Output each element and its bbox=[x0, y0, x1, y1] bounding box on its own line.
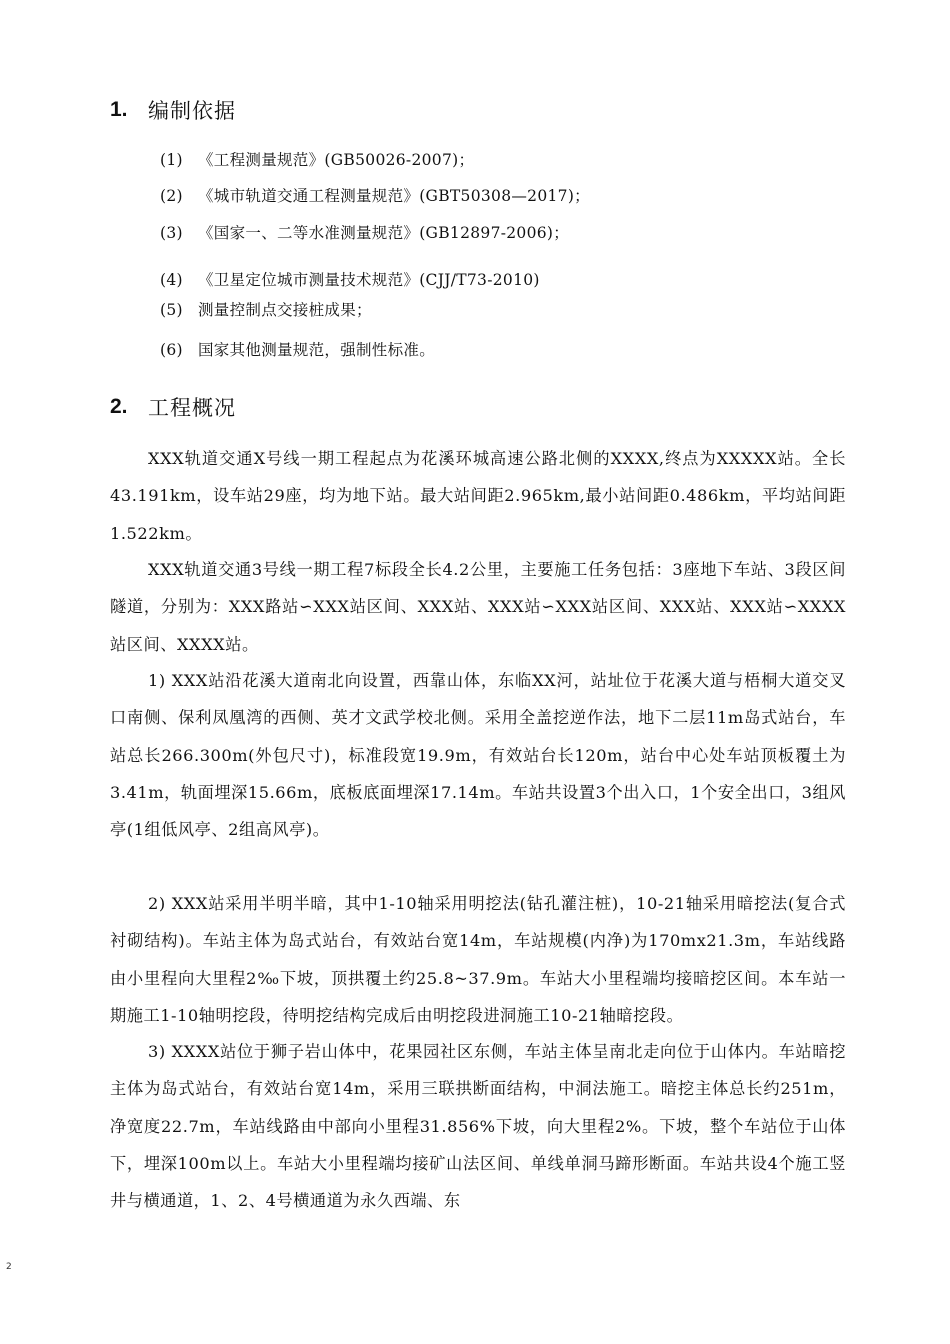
page-number: 2 bbox=[6, 1262, 12, 1272]
reference-text: 《卫星定位城市测量技术规范》(CJJ/T73-2010) bbox=[198, 271, 540, 289]
scope-paragraph: XXX轨道交通3号线一期工程7标段全长4.2公里，主要施工任务包括：3座地下车站、3段区间隧道，分别为：XXX路站∽XXX站区间、XXX站、XXX站∽XXX站区间、XXX站、XXX站∽XXXX站区间、XXXX站。 bbox=[110, 560, 846, 654]
reference-text: 测量控制点交接桩成果； bbox=[198, 301, 372, 319]
section-heading-basis bbox=[110, 95, 236, 125]
section-title: 工程概况 bbox=[148, 396, 236, 420]
section-number: 1. bbox=[110, 98, 128, 121]
reference-index: (4) bbox=[160, 271, 183, 289]
reference-index: (1) bbox=[160, 151, 183, 169]
reference-index: (6) bbox=[160, 341, 183, 359]
reference-item bbox=[160, 220, 569, 246]
overview-paragraph: XXX轨道交通X号线一期工程起点为花溪环城高速公路北侧的XXXX,终点为XXXXX站。全长43.191km，设车站29座，均为地下站。最大站间距2.965km,最小站间距0.486km，平均站间距1.522km。 bbox=[110, 449, 846, 543]
section-number: 2. bbox=[110, 395, 128, 418]
reference-text: 《城市轨道交通工程测量规范》(GBT50308—2017)； bbox=[198, 187, 590, 205]
station-2-paragraph: 2) XXX站采用半明半暗，其中1-10轴采用明挖法(钻孔灌注桩)，10-21轴采用暗挖法(复合式衬砌结构)。车站主体为岛式站台，有效站台宽14m，车站规模(内净)为170mx21.3m，车站线路由小里程向大里程2‰下坡，顶拱覆土约25.8~37.9m。车站大小里程端均接暗挖区间。本车站一期施工1-10轴明挖段，待明挖结构完成后由明挖段进洞施工10-21轴暗挖段。 bbox=[110, 894, 846, 1025]
reference-index: (2) bbox=[160, 187, 183, 205]
reference-text: 《国家一、二等水准测量规范》(GB12897-2006)； bbox=[198, 224, 570, 242]
reference-index: (3) bbox=[160, 224, 183, 242]
station-1-paragraph: 1) XXX站沿花溪大道南北向设置，西靠山体，东临XX河，站址位于花溪大道与梧桐大道交叉口南侧、保利凤凰湾的西侧、英才文武学校北侧。采用全盖挖逆作法，地下二层11m岛式站台，车站总长266.300m(外包尺寸)，标准段宽19.9m，有效站台长120m，站台中心处车站顶板覆土为3.41m，轨面埋深15.66m，底板底面埋深17.14m。车站共设置3个出入口，1个安全出口，3组风亭(1组低风亭、2组高风亭)。 bbox=[110, 671, 846, 840]
reference-item bbox=[160, 297, 372, 323]
station-3-paragraph: 3) XXXX站位于狮子岩山体中，花果园社区东侧，车站主体呈南北走向位于山体内。车站暗挖主体为岛式站台，有效站台宽14m，采用三联拱断面结构，中洞法施工。暗挖主体总长约251m，净宽度22.7m，车站线路由中部向小里程31.856%下坡，向大里程2%。下坡，整个车站位于山体下，埋深100m以上。车站大小里程端均接矿山法区间、单线单洞马蹄形断面。车站共设4个施工竖井与横通道，1、2、4号横通道为永久西端、东 bbox=[110, 1042, 846, 1211]
reference-index: (5) bbox=[160, 301, 183, 319]
section-heading-overview bbox=[110, 392, 236, 422]
reference-text: 国家其他测量规范，强制性标准。 bbox=[198, 341, 436, 359]
reference-text: 《工程测量规范》(GB50026-2007)； bbox=[198, 151, 475, 169]
reference-item bbox=[160, 183, 590, 209]
reference-item bbox=[160, 267, 540, 293]
reference-item bbox=[160, 337, 435, 363]
reference-item bbox=[160, 147, 474, 173]
section-title: 编制依据 bbox=[148, 99, 236, 123]
